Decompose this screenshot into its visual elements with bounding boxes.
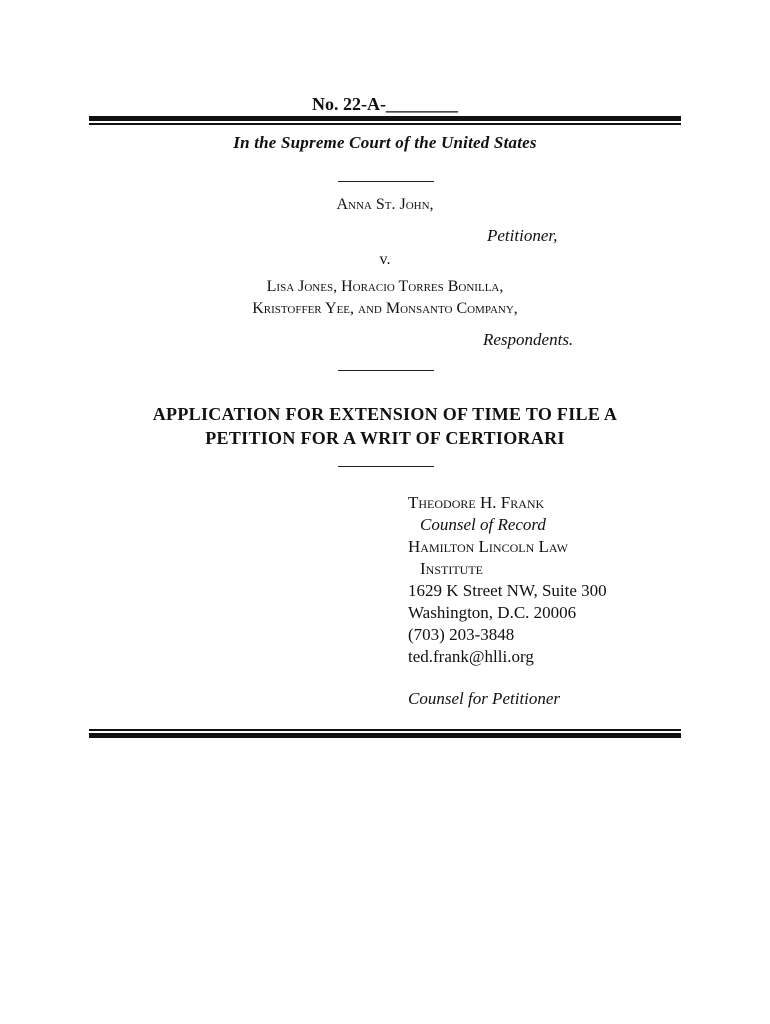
firm-name-line-1: Hamilton Lincoln Law [408, 537, 568, 556]
respondents-line-1: Lisa Jones, Horacio Torres Bonilla, [266, 278, 504, 295]
email-address: ted.frank@hlli.org [408, 647, 534, 666]
court-name: In the Supreme Court of the United States [233, 133, 537, 152]
petitioner-name: Anna St. John, [336, 196, 434, 213]
counsel-block [408, 492, 607, 668]
top-rule-thin [89, 123, 681, 125]
document-title-line-2: PETITION FOR A WRIT OF CERTIORARI [205, 428, 565, 448]
petitioner-role: Petitioner, [487, 226, 558, 245]
counsel-designation: Counsel of Record [420, 515, 546, 534]
address-line-2: Washington, D.C. 20006 [408, 603, 577, 622]
top-rule-thick [89, 116, 681, 121]
bottom-rule-thin [89, 729, 681, 731]
document-title-line-1: APPLICATION FOR EXTENSION OF TIME TO FILE A [152, 404, 618, 424]
counsel-name: Theodore H. Frank [408, 493, 545, 512]
respondents-role: Respondents. [483, 330, 574, 349]
firm-name-line-2: Institute [420, 559, 483, 578]
docket-number: No. 22-A-________ [312, 94, 458, 114]
respondents-line-2: Kristoffer Yee, and Monsanto Company, [252, 300, 518, 317]
separator-rule-2 [338, 370, 434, 371]
separator-rule-1 [338, 181, 434, 182]
versus: v. [379, 251, 391, 268]
phone-number: (703) 203-3848 [408, 625, 515, 644]
bottom-rule-thick [89, 733, 681, 738]
separator-rule-3 [338, 466, 434, 467]
address-line-1: 1629 K Street NW, Suite 300 [408, 581, 607, 600]
counsel-role: Counsel for Petitioner [408, 689, 561, 708]
